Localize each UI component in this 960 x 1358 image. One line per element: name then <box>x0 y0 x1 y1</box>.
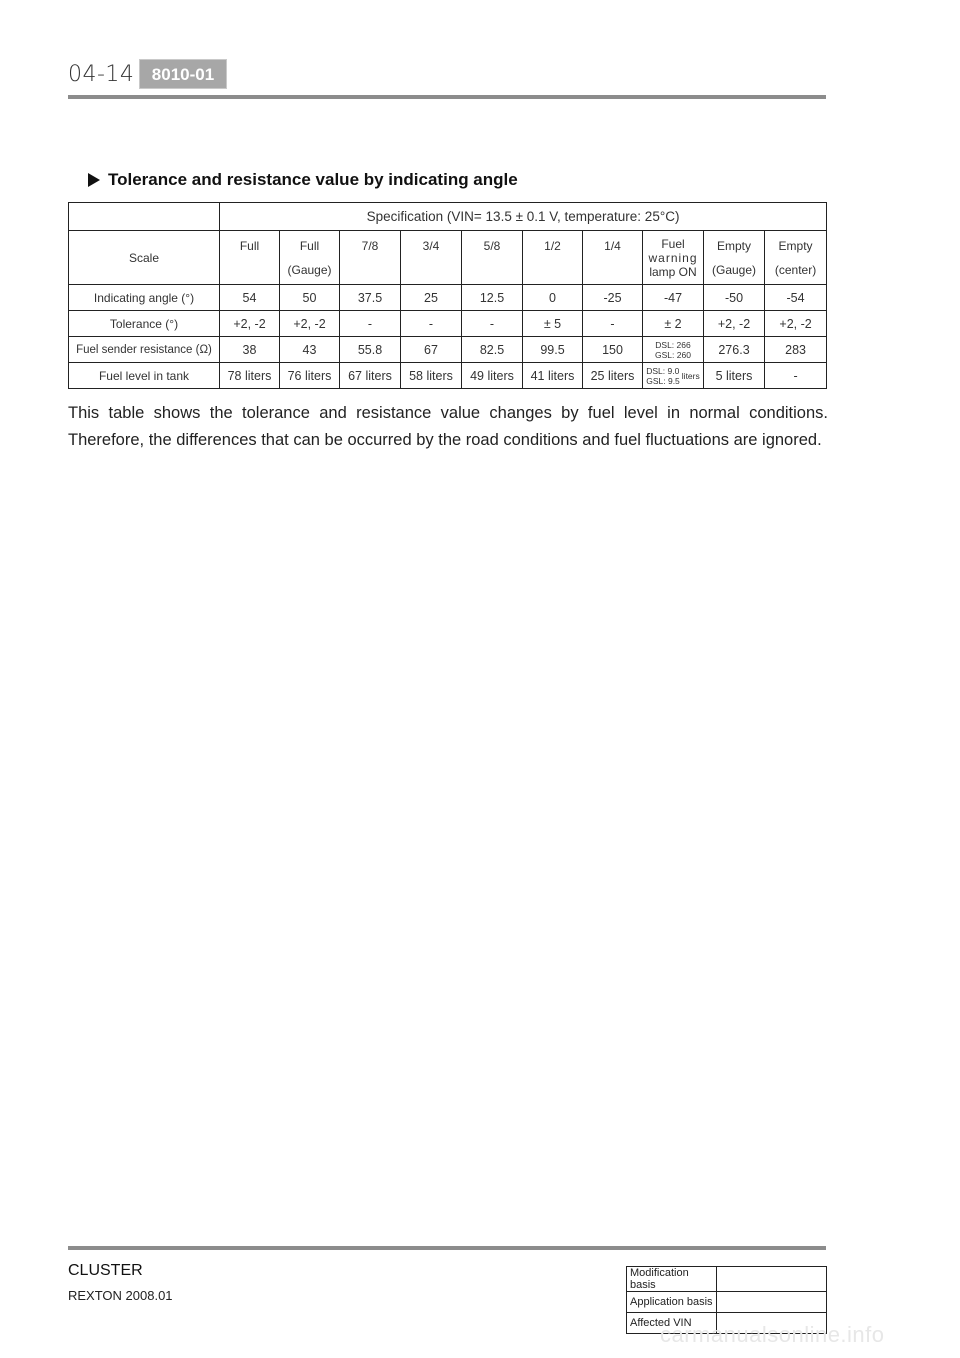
table-cell: - <box>765 363 827 389</box>
table-cell: +2, -2 <box>220 311 280 337</box>
table-cell: 67 liters <box>340 363 401 389</box>
table-cell: 150 <box>583 337 643 363</box>
table-cell: 25 <box>401 285 462 311</box>
section-code-badge: 8010-01 <box>139 59 227 89</box>
spec-header-row <box>69 203 827 231</box>
row-label: Fuel sender resistance (Ω) <box>69 337 220 363</box>
table-cell: 25 liters <box>583 363 643 389</box>
scale-full: Full <box>220 231 280 285</box>
table-cell: 99.5 <box>523 337 583 363</box>
spec-header-cell: Specification (VIN= 13.5 ± 0.1 V, temperature: 25°C) <box>220 203 827 231</box>
table-cell: ± 2 <box>643 311 704 337</box>
scale-fuel-warning: Fuel warning lamp ON <box>643 231 704 285</box>
level-row <box>69 363 827 389</box>
scale-row <box>69 231 827 285</box>
table-cell: 43 <box>280 337 340 363</box>
scale-1-2: 1/2 <box>523 231 583 285</box>
scale-empty-gauge: Empty (Gauge) <box>704 231 765 285</box>
table-cell: 38 <box>220 337 280 363</box>
table-cell: - <box>340 311 401 337</box>
row-label: Fuel level in tank <box>69 363 220 389</box>
table-cell: 283 <box>765 337 827 363</box>
table-cell: 67 <box>401 337 462 363</box>
table-cell: 76 liters <box>280 363 340 389</box>
footer-model: REXTON 2008.01 <box>68 1288 173 1303</box>
table-cell: -54 <box>765 285 827 311</box>
application-basis-value <box>717 1292 827 1313</box>
row-label: Tolerance (°) <box>69 311 220 337</box>
resistance-dsl: DSL: 266 <box>655 339 691 350</box>
table-cell <box>643 337 704 363</box>
tolerance-row <box>69 311 827 337</box>
section-heading <box>88 170 518 190</box>
level-dsl: DSL: 9.0 <box>646 365 680 376</box>
resistance-gsl: GSL: 260 <box>655 349 691 360</box>
top-divider <box>68 95 826 99</box>
angle-row <box>69 285 827 311</box>
table-cell: 276.3 <box>704 337 765 363</box>
table-cell: ± 5 <box>523 311 583 337</box>
table-cell: -50 <box>704 285 765 311</box>
table-cell: -47 <box>643 285 704 311</box>
scale-5-8: 5/8 <box>462 231 523 285</box>
scale-empty-center: Empty (center) <box>765 231 827 285</box>
section-title: Tolerance and resistance value by indicating angle <box>108 170 518 189</box>
triangle-bullet-icon <box>88 173 100 187</box>
table-cell: - <box>462 311 523 337</box>
scale-7-8: 7/8 <box>340 231 401 285</box>
modification-basis-value <box>717 1267 827 1292</box>
table-cell: - <box>401 311 462 337</box>
table-cell: 37.5 <box>340 285 401 311</box>
table-cell: 55.8 <box>340 337 401 363</box>
affected-vin-label: Affected VIN <box>627 1313 717 1334</box>
scale-3-4: 3/4 <box>401 231 462 285</box>
table-cell: 82.5 <box>462 337 523 363</box>
watermark: carmanualsonline.info <box>660 1322 885 1347</box>
scale-1-4: 1/4 <box>583 231 643 285</box>
blank-corner-cell <box>69 203 220 231</box>
scale-label: Scale <box>69 231 220 285</box>
table-cell: +2, -2 <box>704 311 765 337</box>
table-cell: +2, -2 <box>765 311 827 337</box>
table-cell <box>643 363 704 389</box>
table-cell: 50 <box>280 285 340 311</box>
explanation-paragraph: This table shows the tolerance and resistance value changes by fuel level in normal conditions. Therefore, the differences that can be occurred by the road conditions and fuel fluctuations are ignored. <box>68 404 828 449</box>
bottom-divider <box>68 1246 826 1250</box>
level-gsl: GSL: 9.5 <box>646 375 680 386</box>
scale-full-gauge: Full (Gauge) <box>280 231 340 285</box>
table-cell: - <box>583 311 643 337</box>
table-cell: +2, -2 <box>280 311 340 337</box>
page-number: 04-14 <box>68 62 135 87</box>
table-cell: 54 <box>220 285 280 311</box>
table-cell: 49 liters <box>462 363 523 389</box>
modification-basis-label: Modification basis <box>627 1267 717 1292</box>
tolerance-table <box>68 202 827 389</box>
footer-section-title: CLUSTER <box>68 1262 143 1279</box>
table-cell: 5 liters <box>704 363 765 389</box>
table-cell: 78 liters <box>220 363 280 389</box>
table-cell: 0 <box>523 285 583 311</box>
table-cell: 41 liters <box>523 363 583 389</box>
table-cell: 12.5 <box>462 285 523 311</box>
level-unit: liters <box>681 370 700 381</box>
resistance-row <box>69 337 827 363</box>
table-cell: -25 <box>583 285 643 311</box>
application-basis-label: Application basis <box>627 1292 717 1313</box>
table-cell: 58 liters <box>401 363 462 389</box>
row-label: Indicating angle (°) <box>69 285 220 311</box>
